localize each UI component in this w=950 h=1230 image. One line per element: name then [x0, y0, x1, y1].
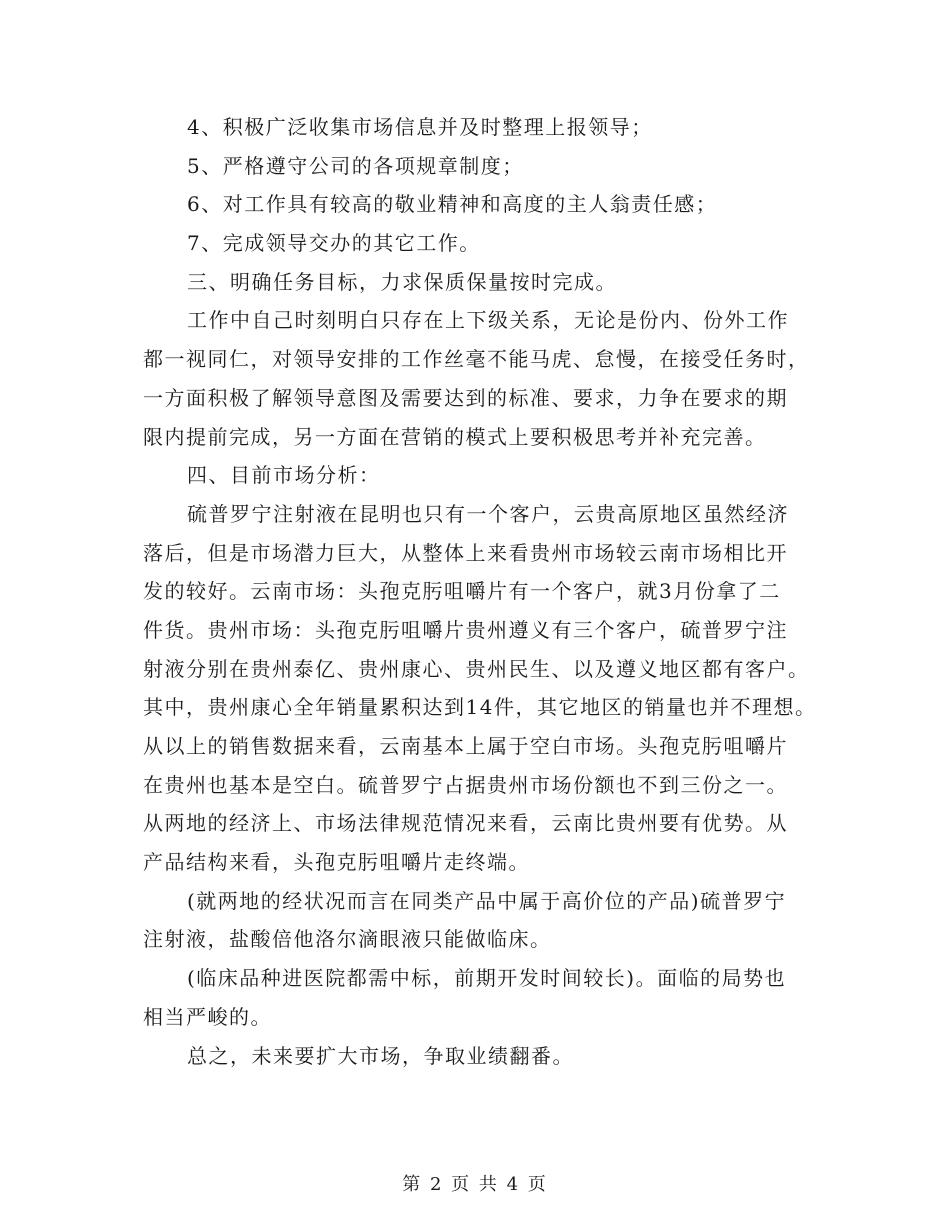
section-heading-4: 四、目前市场分析： — [187, 463, 381, 488]
paragraph-line: 工作中自己时刻明白只存在上下级关系，无论是份内、份外工作 — [187, 308, 789, 333]
list-item-6: 6、对工作具有较高的敬业精神和高度的主人翁责任感； — [187, 192, 718, 217]
page-number-footer: 第 2 页 共 4 页 — [402, 1174, 548, 1195]
paragraph-line: 射液分别在贵州泰亿、贵州康心、贵州民生、以及遵义地区都有客户。 — [143, 656, 810, 681]
paragraph-line: 都一视同仁，对领导安排的工作丝毫不能马虎、怠慢，在接受任务时， — [143, 347, 810, 372]
paragraph-line: 从以上的销售数据来看，云南基本上属于空白市场。头孢克肟咀嚼片 — [143, 734, 788, 758]
document-body — [143, 108, 833, 1075]
paragraph-line: 总之，未来要扩大市场，争取业绩翻番。 — [187, 1043, 574, 1068]
section-heading-3: 三、明确任务目标，力求保质保量按时完成。 — [187, 269, 617, 294]
paragraph-line: 发的较好。云南市场：头孢克肟咀嚼片有一个客户，就3月份拿了二 — [143, 579, 781, 604]
list-item-4: 4、积极广泛收集市场信息并及时整理上报领导； — [187, 115, 653, 139]
paragraph-line: (就两地的经状况而言在同类产品中属于高价位的产品)硫普罗宁 — [187, 888, 787, 913]
paragraph-line: 落后，但是市场潜力巨大，从整体上来看贵州市场较云南市场相比开 — [143, 540, 788, 565]
paragraph-line: 从两地的经济上、市场法律规范情况来看，云南比贵州要有优势。从 — [143, 811, 788, 836]
paragraph-line: 一方面积极了解领导意图及需要达到的标准、要求，力争在要求的期 — [143, 385, 788, 410]
paragraph-line: 注射液，盐酸倍他洛尔滴眼液只能做临床。 — [143, 927, 552, 952]
paragraph-line: (临床品种进医院都需中标，前期开发时间较长)。面临的局势也 — [187, 966, 787, 991]
paragraph-line: 硫普罗宁注射液在昆明也只有一个客户，云贵高原地区虽然经济 — [187, 501, 789, 526]
list-item-5: 5、严格遵守公司的各项规章制度； — [187, 153, 524, 178]
paragraph-line: 相当严峻的。 — [143, 1004, 272, 1029]
paragraph-line: 在贵州也基本是空白。硫普罗宁占据贵州市场份额也不到三份之一。 — [143, 772, 788, 797]
paragraph-line: 件货。贵州市场：头孢克肟咀嚼片贵州遵义有三个客户，硫普罗宁注 — [143, 617, 788, 642]
list-item-7: 7、完成领导交办的其它工作。 — [187, 231, 481, 256]
paragraph-line: 产品结构来看，头孢克肟咀嚼片走终端。 — [143, 850, 530, 875]
paragraph-line: 其中，贵州康心全年销量累积达到14件，其它地区的销量也并不理想。 — [143, 695, 817, 720]
paragraph-line: 限内提前完成，另一方面在营销的模式上要积极思考并补充完善。 — [143, 424, 767, 449]
